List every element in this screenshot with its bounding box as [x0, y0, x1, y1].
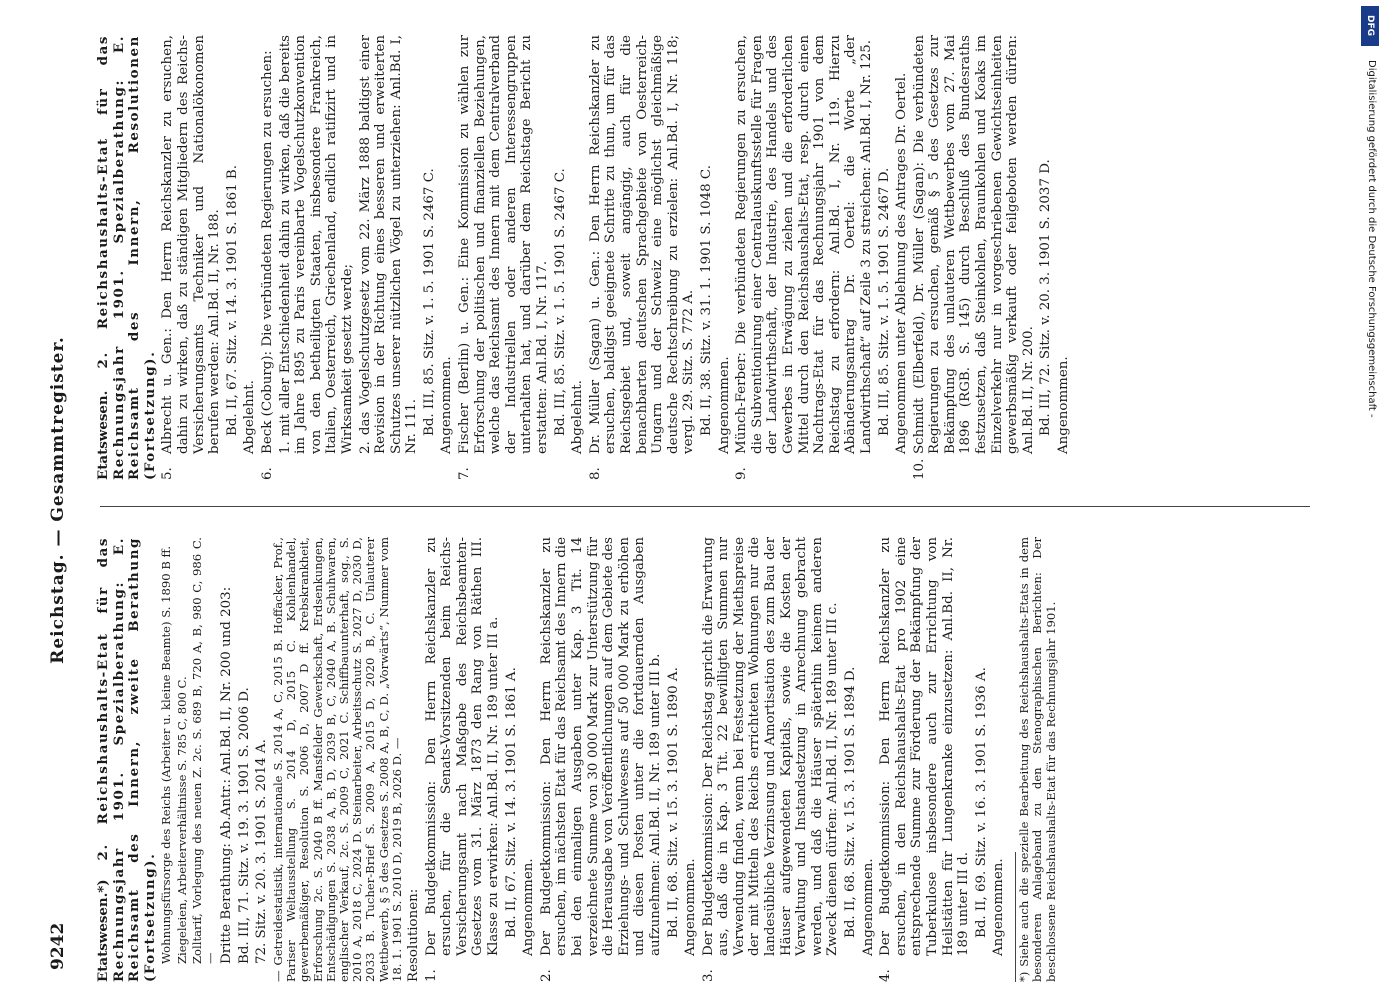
resolution-item: 4. Der Budgetkommission: Den Herrn Reichskanzler zu ersuchen, in den Reichshaushalts-Etat pro 1902 eine entsprechende Summe zur Förderung der Bekämpfung der Tuberkulose insbesondere auch zur Errichtung von Heilstätten für Lungenkranke einzusetzen: Anl.Bd. II, Nr. 189 unter III d. Bd. II, 69. Sitz. v. 16. 3. 1901 S. 1936 A. Angenommen. [878, 537, 1007, 982]
reference: 72. Sitz. v. 20. 3. 1901 S. 2014 A. [254, 739, 270, 964]
sub-entry: Wohnungsfürsorge des Reichs (Arbeiter u. kleine Beamte) S. 1890 B ff. [159, 545, 174, 964]
result: Angenommen. [991, 858, 1007, 956]
resolution-item: 9. Münch-Ferber: Die verbündeten Regierungen zu ersuchen, die Subventionirung einer Centralauskunftsstelle für Fragen der Landwirthschaft, der Industrie, des Handels und des Gewerbes in Erwägung zu ziehen und die erforderlichen Mittel durch den Reichshaushalts-Etat, resp. durch einen Nachtrags-Etat für das Rechnungsjahr 1901 von dem Reichstag zu erfordern: Anl.Bd. I, Nr. 119. Hierzu Abänderungsantrag Dr. Oertel: die Worte „der Landwirthschaft“ auf Zeile 3 zu streichen: Anl.Bd. I, Nr. 125. Bd. III, 85. Sitz. v. 1. 5. 1901 S. 2467 D. Angenommen unter Ablehnung des Antrages Dr. Oertel. [734, 35, 910, 480]
result: Angenommen. [521, 858, 537, 956]
reference: Bd. II, 68. Sitz. v. 15. 3. 1901 S. 1894 D. [843, 666, 859, 938]
page-title: Reichstag. — Gesammtregister. [48, 336, 68, 664]
right-heading: Etatswesen. 2. Reichshaushalts-Etat für das Rechnungsjahr 1901. Spezialberathung: E. Reichsamt des Innern, Resolutionen (Fortsetzung). [95, 35, 158, 480]
result: Abgelehnt. [570, 380, 586, 454]
resolution-item: 8. Dr. Müller (Sagan) u. Gen.: Den Herrn Reichskanzler zu ersuchen, baldigst geeignete Schritte zu thun, um für das Reichsgebiet und, soweit angängig, auch für die benachbarten deutschen Sprachgebiete von Oesterreich-Ungarn und der Schweiz eine möglichst gleichmäßige deutsche Rechtschreibung zu erzielen: Anl.Bd. I, Nr. 118; vergl. 29. Sitz. S. 772 A. Bd. II, 38. Sitz. v. 31. 1. 1901 S. 1048 C. Angenommen. [587, 35, 732, 480]
topics-list: — Getreidestatistik, internationale S. 2014 A, C, 2015 B. Hoffacker, Prof., Pariser Weltausstellung S. 2014 D, 2015 C. Kohlenhandel, gewerbemäßiger, Resolution S. 2006 D, 2007 D ff. Krebskrankheit, Erforschung 2c. S. 2040 B ff. Mansfelder Gewerkschaft, Erdsenkungen, Entschädigungen S. 2038 A, B, D, 2039 B, C, 2040 A, B. Schuhwaren, englischer Verkauf, 2c. S. 2009 C, 2021 C. Schiffbauunterhaft, sog., S. 2010 A, 2018 C, 2024 D. Steinarbeiter, Arbeitsschutz S. 2027 D, 2030 D, 2033 B. Tucher-Brief S. 2009 A, 2015 D, 2020 B, C. Unlauterer Wettbewerb, § 5 des Gesetzes S. 2008 A, B, C, D. „Vorwärts“, Nummer vom 18. 1. 1901 S. 2010 D, 2019 B, 2026 D. — [270, 537, 404, 982]
footnote: *) Siehe auch die spezielle Bearbeitung des Reichshaushalts-Etats in dem besonderen Anlageband zu den Stenographischen Berichten: Der beschlossene Reichshaushalts-Etat für das Rechnungsjahr 1901. [1016, 537, 1058, 982]
resolutions-heading: Resolutionen: [406, 888, 421, 982]
dfg-logo: DFG [1361, 6, 1379, 46]
left-heading: Etatswesen.*) 2. Reichshaushalts-Etat für das Rechnungsjahr 1901. Spezialberathung: E. Reichsamt des Innern, zweite Berathung (Fortsetzung). [95, 537, 158, 982]
page-header [48, 20, 72, 980]
reference: Bd. III, 72. Sitz. v. 20. 3. 1901 S. 2037 D. [1038, 159, 1054, 436]
resolution-item: 10. Schmidt (Elberfeld), Dr. Müller (Sagan): Die verbündeten Regierungen zu ersuchen, gemäß § 5 des Gesetzes zur Bekämpfung des unlauteren Wettbewerbes vom 27. Mai 1896 (RGB. S. 145) durch Beschluß des Bundesraths festzusetzen, daß Steinkohlen, Braunkohlen und Koaks im Einzelverkehr nur in vorgeschriebenen Gewichtseinheiten gewerbsmäßig verkauft oder feilgeboten werden dürfen: Anl.Bd. II, Nr. 200. Bd. III, 72. Sitz. v. 20. 3. 1901 S. 2037 D. Angenommen. [911, 35, 1072, 480]
reference: Bd. II, 68. Sitz. v. 15. 3. 1901 S. 1890 A. [665, 667, 681, 938]
reference: Bd. II, 69. Sitz. v. 16. 3. 1901 S. 1936 A. [973, 667, 989, 938]
digitization-note-text: Digitalisierung gefördert durch die Deutsche Forschungsgemeinschaft - [1366, 60, 1377, 418]
result: Angenommen. [1056, 356, 1072, 454]
resolution-item: 2. Der Budgetkommission: Den Herrn Reichskanzler zu ersuchen, im nächsten Etat für das Reichsamt des Innern die bei den einmaligen Ausgaben unter Kap. 3 Tit. 14 verzeichnete Summe von 30 000 Mark zur Unterstützung für die Herausgabe von Veröffentlichungen auf dem Gebiete des Erziehungs- und Schulwesens auf 50 000 Mark zu erhöhen und diesen Posten unter die fortdauernden Ausgaben aufzunehmen: Anl.Bd. II, Nr. 189 unter III b. Bd. II, 68. Sitz. v. 15. 3. 1901 S. 1890 A. Angenommen. [538, 537, 699, 982]
reference: Bd. III, 85. Sitz. v. 1. 5. 1901 S. 2467 C. [421, 168, 437, 436]
reference: Bd. III, 85. Sitz. v. 1. 5. 1901 S. 2467 D. [876, 167, 892, 436]
sub-point: 2. das Vogelschutzgesetz vom 22. März 1888 baldigst einer Revision in der Richtung eines besseren und erweiterten Schutzes unserer nützlichen Vögel zu unterziehen: Anl.Bd. I, Nr. 111. [357, 35, 420, 454]
sub-entry: Zolltarif, Vorlegung des neuen Z. 2c. S. 689 B, 720 A, B, 980 C, 986 C. — [189, 537, 217, 964]
third-reading: Dritte Berathung: Ab.Antr.: Anl.Bd. II, Nr. 200 und 203: [219, 586, 235, 964]
resolution-item: 1. Der Budgetkommission: Den Herrn Reichskanzler zu ersuchen, für die Senats-Vorsitzenden beim Reichs-Versicherungsamt nach Maßgabe des Reichsbeamten-Gesetzes vom 31. März 1873 den Rang von Räthen III. Klasse zu erwirken: Anl.Bd. II, Nr. 189 unter III a. Bd. II, 67. Sitz. v. 14. 3. 1901 S. 1861 A. Angenommen. [423, 537, 537, 982]
left-column [96, 537, 1060, 982]
result: Angenommen. [439, 356, 455, 454]
reference: Bd. III, 71. Sitz. v. 19. 3. 1901 S. 2006 D. [236, 687, 252, 964]
result: Angenommen. [683, 858, 699, 956]
reference: Bd. II, 38. Sitz. v. 31. 1. 1901 S. 1048 C. [698, 165, 714, 436]
result: Angenommen. [716, 356, 732, 454]
resolution-item: 7. Fischer (Berlin) u. Gen.: Eine Kommission zu wählen zur Erforschung der politischen und finanziellen Beziehungen, welche das Reichsamt des Innern mit dem Centralverband der Industriellen oder anderen Interessengruppen unterhalten hat, und darüber dem Reichstage Bericht zu erstatten: Anl.Bd. I, Nr. 117. Bd. III, 85. Sitz. v. 1. 5. 1901 S. 2467 C. Abgelehnt. [457, 35, 586, 480]
result: Angenommen unter Ablehnung des Antrages Dr. Oertel. [894, 72, 910, 454]
column-divider [100, 506, 1310, 507]
page-number: 9242 [48, 922, 68, 970]
resolution-item: 6. Beck (Coburg): Die verbündeten Regierungen zu ersuchen: 1. mit aller Entschiedenheit dahin zu wirken, daß die bereits im Jahre 1895 zu Paris vereinbarte Vogelschutzkonvention von den betheiligten Staaten, insbesondere Frankreich, Italien, Oesterreich, Griechenland, endlich ratifizirt und in Wirksamkeit gesetzt werde; 2. das Vogelschutzgesetz vom 22. März 1888 baldigst einer Revision in der Richtung eines besseren und erweiterten Schutzes unserer nützlichen Vögel zu unterziehen: Anl.Bd. I, Nr. 111. Bd. III, 85. Sitz. v. 1. 5. 1901 S. 2467 C. Angenommen. [259, 35, 455, 480]
sub-entry: Ziegeleien, Arbeiterverhältnisse S. 785 C, 800 C. [174, 676, 189, 964]
reference: Bd. III, 85. Sitz. v. 1. 5. 1901 S. 2467 C. [552, 168, 568, 436]
result: Abgelehnt. [242, 380, 258, 454]
reference: Bd. II, 67. Sitz. v. 14. 3. 1901 S. 1861 B. [224, 164, 240, 436]
result: Angenommen. [860, 858, 876, 956]
resolution-item: 3. Der Budgetkommission: Der Reichstag spricht die Erwartung aus, daß die in Kap. 3 Tit. 22 bewilligten Summen nur Verwendung finden, wenn bei Festsetzung der Miethspreise der mit Mitteln des Reichs errichteten Wohnungen nur die landesübliche Verzinsung und Amortisation des zum Bau der Häuser aufgewendeten Kapitals, sowie die Kosten der Verwaltung und Instandsetzung in Anrechnung gebracht werden, und daß die Häuser späterhin keinem anderen Zweck dienen dürfen: Anl.Bd. II, Nr. 189 unter III c. Bd. II, 68. Sitz. v. 15. 3. 1901 S. 1894 D. Angenommen. [700, 537, 876, 982]
sub-point: 1. mit aller Entschiedenheit dahin zu wirken, daß die bereits im Jahre 1895 zu Paris vereinbarte Vogelschutzkonvention von den betheiligten Staaten, insbesondere Frankreich, Italien, Oesterreich, Griechenland, endlich ratifizirt und in Wirksamkeit gesetzt werde; [277, 35, 355, 454]
reference: Bd. II, 67. Sitz. v. 14. 3. 1901 S. 1861 A. [503, 667, 519, 938]
right-column [96, 35, 1074, 480]
resolution-item: 5. Albrecht u. Gen.: Den Herrn Reichskanzler zu ersuchen, dahin zu wirken, daß zu ständigen Mitgliedern des Reichs-Versicherungsamts Techniker und Nationalökonomen berufen werden: Anl.Bd. II, Nr. 188. Bd. II, 67. Sitz. v. 14. 3. 1901 S. 1861 B. Abgelehnt. [160, 35, 258, 480]
